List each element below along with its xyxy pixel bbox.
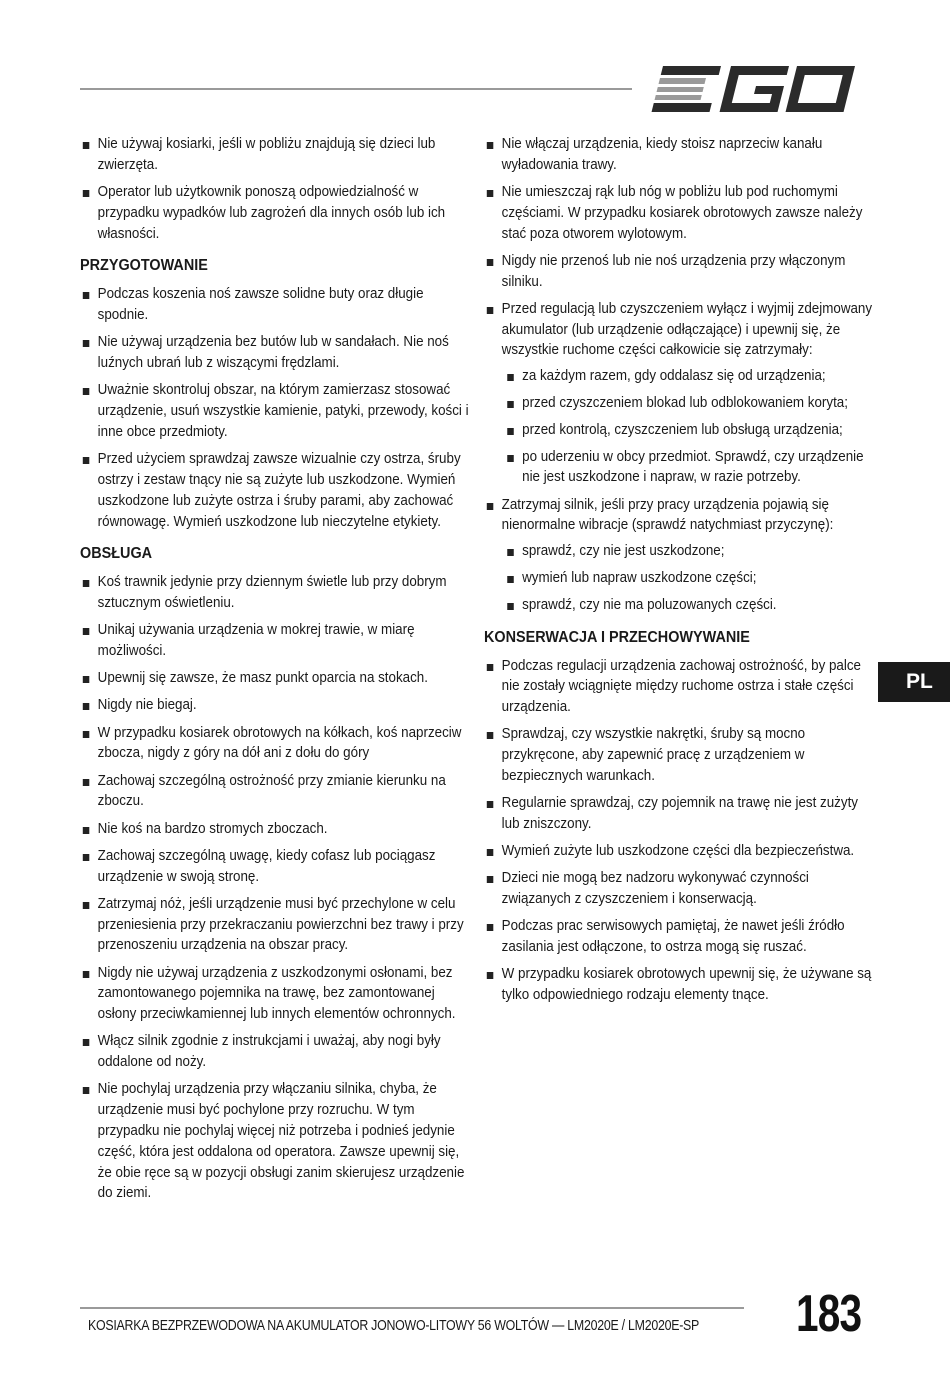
list-item: Zachowaj szczególną ostrożność przy zmianie kierunku na zboczu. — [80, 771, 476, 813]
maintenance-list — [484, 656, 872, 1006]
sub-list-item: po uderzeniu w obcy przedmiot. Sprawdź, czy urządzenie nie jest uszkodzone i napraw, w razie potrzeby. — [504, 447, 876, 489]
list-item: Włącz silnik zgodnie z instrukcjami i uważaj, aby nogi były oddalone od noży. — [80, 1031, 476, 1073]
list-item: Nie umieszczaj rąk lub nóg w pobliżu lub pod ruchomymi częściami. W przypadku kosiarek obrotowych zawsze należy stać poza otworem wylotowym. — [484, 182, 876, 244]
list-item: Uważnie skontroluj obszar, na którym zamierzasz stosować urządzenie, usuń wszystkie kamienie, patyki, przewody, kości i inne obce przedmioty. — [80, 380, 476, 442]
operation-list — [80, 572, 465, 1204]
list-item: Nie używaj urządzenia bez butów lub w sandałach. Nie noś luźnych ubrań lub z wiszącymi frędzlami. — [80, 332, 476, 374]
footer-rule — [80, 1307, 744, 1309]
list-item: Nigdy nie używaj urządzenia z uszkodzonymi osłonami, bez zamontowanego pojemnika na trawę, bez zamontowanej osłony przeciwkamiennej lub innych elementów ochronnych. — [80, 963, 476, 1025]
stop-blades-sublist — [504, 366, 876, 488]
list-item: Zachowaj szczególną uwagę, kiedy cofasz lub pociągasz urządzenie w swoją stronę. — [80, 846, 476, 888]
sub-list-item: przed czyszczeniem blokad lub odblokowaniem koryta; — [504, 393, 876, 414]
sub-list-item: przed kontrolą, czyszczeniem lub obsługą urządzenia; — [504, 420, 876, 441]
list-item: Operator lub użytkownik ponoszą odpowiedzialność w przypadku wypadków lub zagrożeń dla innych osób lub ich własności. — [80, 182, 476, 244]
sub-list-item: sprawdź, czy nie jest uszkodzone; — [504, 541, 876, 562]
list-item: Sprawdzaj, czy wszystkie nakrętki, śruby są mocno przykręcone, aby zapewnić pracę z urządzeniem w bezpiecznych warunkach. — [484, 724, 876, 786]
language-tab: PL — [878, 662, 950, 702]
header-rule — [80, 88, 632, 90]
intro-list — [80, 134, 460, 244]
ego-logo — [650, 62, 862, 114]
preparation-list — [80, 284, 469, 532]
left-column — [80, 134, 469, 1211]
list-item-text: Przed regulacją lub czyszczeniem wyłącz i wyjmij zdejmowany akumulator (lub urządzenie odłączające) i upewnij się, że wszystkie ruchome części całkowicie się zatrzymały: — [501, 300, 873, 359]
list-item-text: Zatrzymaj silnik, jeśli przy pracy urządzenia pojawią się nienormalne wibracje (sprawdź natychmiast przyczynę): — [501, 496, 834, 534]
list-item: Podczas koszenia noś zawsze solidne buty oraz długie spodnie. — [80, 284, 476, 326]
list-item: W przypadku kosiarek obrotowych upewnij się, że używane są tylko odpowiedniego rodzaju elementy tnące. — [484, 964, 876, 1006]
section-heading-preparation: PRZYGOTOWANIE — [80, 257, 208, 275]
list-item: Nigdy nie biegaj. — [80, 695, 476, 716]
list-item: Nie włączaj urządzenia, kiedy stoisz naprzeciw kanału wyładowania trawy. — [484, 134, 876, 176]
list-item: Podczas prac serwisowych pamiętaj, że nawet jeśli źródło zasilania jest odłączone, to ostrza mogą się ruszać. — [484, 916, 876, 958]
vibration-sublist — [504, 541, 876, 615]
list-item: W przypadku kosiarek obrotowych na kółkach, koś naprzeciw zbocza, nigdy z góry na dół ani z dołu do góry — [80, 723, 476, 765]
operation-list-continued — [484, 134, 873, 616]
list-item: Nie pochylaj urządzenia przy włączaniu silnika, chyba, że urządzenie musi być pochylone przy rozruchu. W tym przypadku nie pochylaj więcej niż potrzeba i podnieś jedynie część, która jest oddalona od operatora. Zawsze upewnij się, że obie ręce są w pozycji obsługi zanim skierujesz urządzenie do ziemi. — [80, 1079, 476, 1204]
list-item: Unikaj używania urządzenia w mokrej trawie, w miarę możliwości. — [80, 620, 476, 662]
list-item: Nie używaj kosiarki, jeśli w pobliżu znajdują się dzieci lub zwierzęta. — [80, 134, 476, 176]
list-item: Regularnie sprawdzaj, czy pojemnik na trawę nie jest zużyty lub zniszczony. — [484, 793, 876, 835]
list-item: Wymień zużyte lub uszkodzone części dla bezpieczeństwa. — [484, 841, 876, 862]
list-item: Koś trawnik jedynie przy dziennym świetle lub przy dobrym sztucznym oświetleniu. — [80, 572, 476, 614]
sub-list-item: za każdym razem, gdy oddalasz się od urządzenia; — [504, 366, 876, 387]
list-item: Nigdy nie przenoś lub nie noś urządzenia przy włączonym silniku. — [484, 251, 876, 293]
list-item: Nie koś na bardzo stromych zboczach. — [80, 819, 476, 840]
list-item: Zatrzymaj nóż, jeśli urządzenie musi być przechylone w celu przeniesienia przy przekraczaniu powierzchni bez trawy i przy przenoszeniu urządzenia na obszar pracy. — [80, 894, 476, 956]
list-item-vibration — [484, 495, 876, 616]
section-heading-maintenance: KONSERWACJA I PRZECHOWYWANIE — [484, 628, 750, 646]
footer-product-title: KOSIARKA BEZPRZEWODOWA NA AKUMULATOR JONOWO-LITOWY 56 WOLTÓW — LM2020E / LM2020E-SP — [88, 1318, 700, 1334]
list-item-stop-blades — [484, 299, 876, 488]
sub-list-item: sprawdź, czy nie ma poluzowanych części. — [504, 595, 876, 616]
list-item: Podczas regulacji urządzenia zachowaj ostrożność, by palce nie zostały wciągnięte między ruchome ostrza i stałe części urządzenia. — [484, 656, 876, 718]
page-number: 183 — [796, 1285, 862, 1343]
section-heading-operation: OBSŁUGA — [80, 545, 153, 563]
list-item: Przed użyciem sprawdzaj zawsze wizualnie czy ostrza, śruby ostrzy i zestaw tnący nie są zużyte lub uszkodzone. Wymień uszkodzone lub zużyte ostrza i śruby parami, aby zachować równowagę. Wymień uszkodzone lub nieczytelne etykiety. — [80, 449, 476, 532]
list-item: Upewnij się zawsze, że masz punkt oparcia na stokach. — [80, 668, 476, 689]
right-column — [484, 134, 873, 1012]
sub-list-item: wymień lub napraw uszkodzone części; — [504, 568, 876, 589]
list-item: Dzieci nie mogą bez nadzoru wykonywać czynności związanych z czyszczeniem i konserwacją. — [484, 868, 876, 910]
